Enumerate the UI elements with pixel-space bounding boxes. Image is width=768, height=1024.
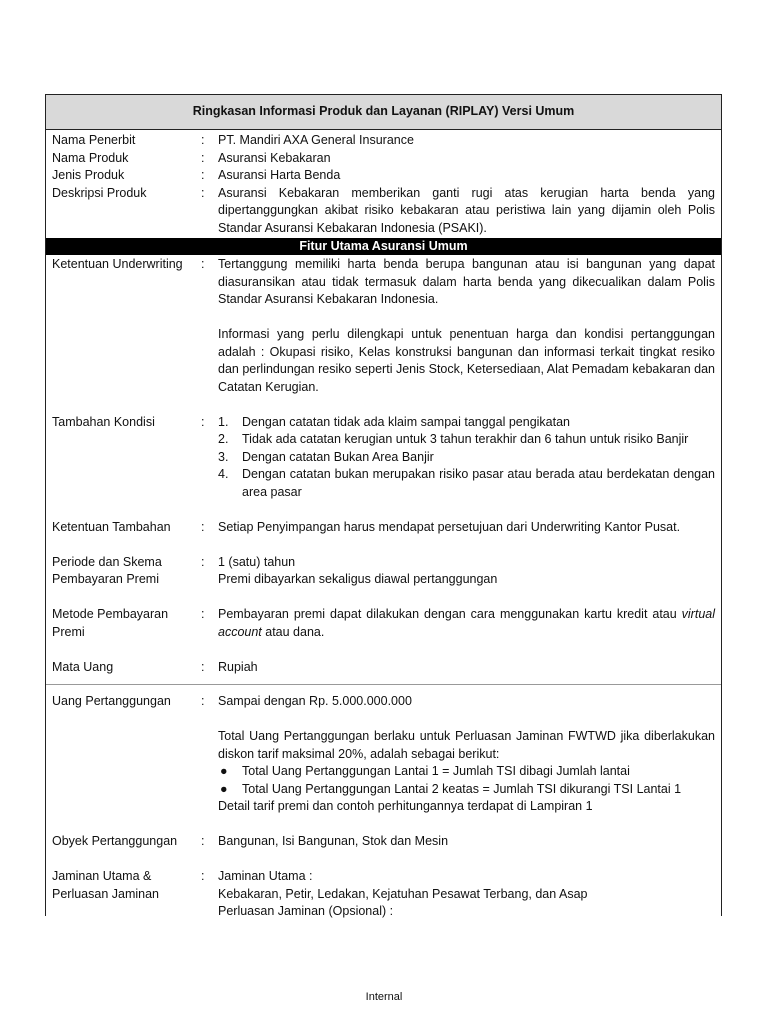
list-item: 3. Dengan catatan Bukan Area Banjir [218, 449, 434, 464]
value [218, 256, 715, 396]
value: PT. Mandiri AXA General Insurance [218, 133, 414, 147]
row-tambahan-kondisi [46, 414, 721, 502]
value: 1 (satu) tahun Premi dibayarkan sekaligus diawal pertanggungan [218, 554, 498, 586]
riplay-document [45, 94, 722, 916]
row-jaminan [46, 868, 721, 921]
label: Nama Produk [52, 150, 129, 165]
colon: : [201, 414, 205, 429]
colon: : [201, 150, 205, 165]
value: Asuransi Harta Benda [218, 168, 341, 182]
colon: : [201, 834, 205, 848]
label: Metode Pembayaran Premi [52, 607, 169, 639]
underwriting-paragraph-1: Tertanggung memiliki harta benda berupa bangunan atau isi bangunan yang dapat diasuransikan atau tidak termasuk dalam harta benda yang dikecualikan dalam Polis Standar Asuransi Kebakaran Indonesia. [218, 257, 715, 306]
colon: : [201, 185, 205, 200]
label: Jaminan Utama & Perluasan Jaminan [52, 869, 160, 901]
label: Uang Pertanggungan [52, 694, 171, 708]
label: Ketentuan Tambahan [52, 519, 171, 534]
colon: : [201, 519, 205, 534]
tsi-bullet-list [218, 763, 715, 798]
underwriting-paragraph-2: Informasi yang perlu dilengkapi untuk penentuan harga dan kondisi pertanggungan adalah : Okupasi risiko, Kelas konstruksi bangunan dan informasi terkait tingkat resiko dan perlindungan resiko seperti Jenis Stock, Ketersediaan, Alat Pemadam kebakaran dan Catatan Kerugian. [218, 327, 715, 394]
product-header-rows [46, 132, 721, 237]
colon: : [201, 168, 205, 182]
value: Pembayaran premi dapat dilakukan dengan cara menggunakan kartu kredit atau virtual account atau dana. [218, 607, 715, 639]
row-nama-produk [46, 150, 721, 168]
list-item: ● Total Uang Pertanggungan Lantai 1 = Jumlah TSI dibagi Jumlah lantai [220, 764, 630, 778]
label: Mata Uang [52, 659, 114, 674]
row-jenis-produk [46, 167, 721, 185]
label: Deskripsi Produk [52, 185, 147, 200]
list-item: 2. Tidak ada catatan kerugian untuk 3 tahun terakhir dan 6 tahun untuk risiko Banjir [218, 432, 689, 446]
row-deskripsi-produk [46, 185, 721, 238]
row-ketentuan-tambahan [46, 519, 721, 537]
value [218, 414, 715, 502]
label: Periode dan Skema Pembayaran Premi [52, 554, 162, 586]
list-item: 4. Dengan catatan bukan merupakan risiko pasar atau berada atau berdekatan dengan area pasar [218, 467, 715, 499]
kondisi-list [218, 414, 715, 502]
colon: : [201, 607, 205, 621]
colon: : [201, 257, 205, 271]
value: Asuransi Kebakaran [218, 150, 331, 165]
label: Jenis Produk [52, 168, 125, 182]
colon: : [201, 694, 205, 708]
section-title: Fitur Utama Asuransi Umum [46, 238, 721, 255]
value: Bangunan, Isi Bangunan, Stok dan Mesin [218, 834, 449, 848]
value: Jaminan Utama : Kebakaran, Petir, Ledakan, Kejatuhan Pesawat Terbang, dan Asap Perluasan Jaminan (Opsional) : [218, 869, 588, 918]
row-ketentuan-underwriting [46, 256, 721, 396]
label: Tambahan Kondisi [52, 414, 155, 429]
row-metode-pembayaran [46, 606, 721, 641]
document-title: Ringkasan Informasi Produk dan Layanan (RIPLAY) Versi Umum [46, 95, 721, 130]
label: Ketentuan Underwriting [52, 257, 183, 271]
row-uang-pertanggungan [46, 693, 721, 816]
list-item: ● Total Uang Pertanggungan Lantai 2 keatas = Jumlah TSI dikurangi TSI Lantai 1 [220, 781, 682, 796]
row-mata-uang [46, 659, 721, 677]
colon: : [201, 133, 205, 147]
value: Sampai dengan Rp. 5.000.000.000 Total Uang Pertanggungan berlaku untuk Perluasan Jaminan FWTWD jika diberlakukan diskon tarif maksimal 20%, adalah sebagai berikut: ● Total Uang Pertanggungan Lantai 1 = Jumlah TSI dibagi Jumlah lantai ● Total Uang Pertanggungan Lantai 2 keatas = Jumlah TSI dikurangi TSI Lantai 1 Detail tarif premi dan contoh perhitungannya terdapat di Lampiran 1 [218, 694, 715, 813]
colon: : [201, 659, 205, 674]
colon: : [201, 869, 205, 883]
label: Obyek Pertanggungan [52, 834, 178, 848]
row-periode [46, 554, 721, 589]
value: Setiap Penyimpangan harus mendapat persetujuan dari Underwriting Kantor Pusat. [218, 519, 681, 534]
list-item: 1. Dengan catatan tidak ada klaim sampai tanggal pengikatan [218, 414, 570, 429]
row-obyek-pertanggungan [46, 833, 721, 851]
colon: : [201, 554, 205, 569]
value: Rupiah [218, 659, 258, 674]
row-nama-penerbit [46, 132, 721, 150]
value: Asuransi Kebakaran memberikan ganti rugi atas kerugian harta benda yang dipertanggungkan akibat risiko kebakaran atau peristiwa lain yang dijamin oleh Polis Standar Asuransi Kebakaran Indonesia (PSAKI). [218, 185, 715, 235]
footer-classification: Internal [365, 991, 403, 1003]
label: Nama Penerbit [52, 133, 136, 147]
